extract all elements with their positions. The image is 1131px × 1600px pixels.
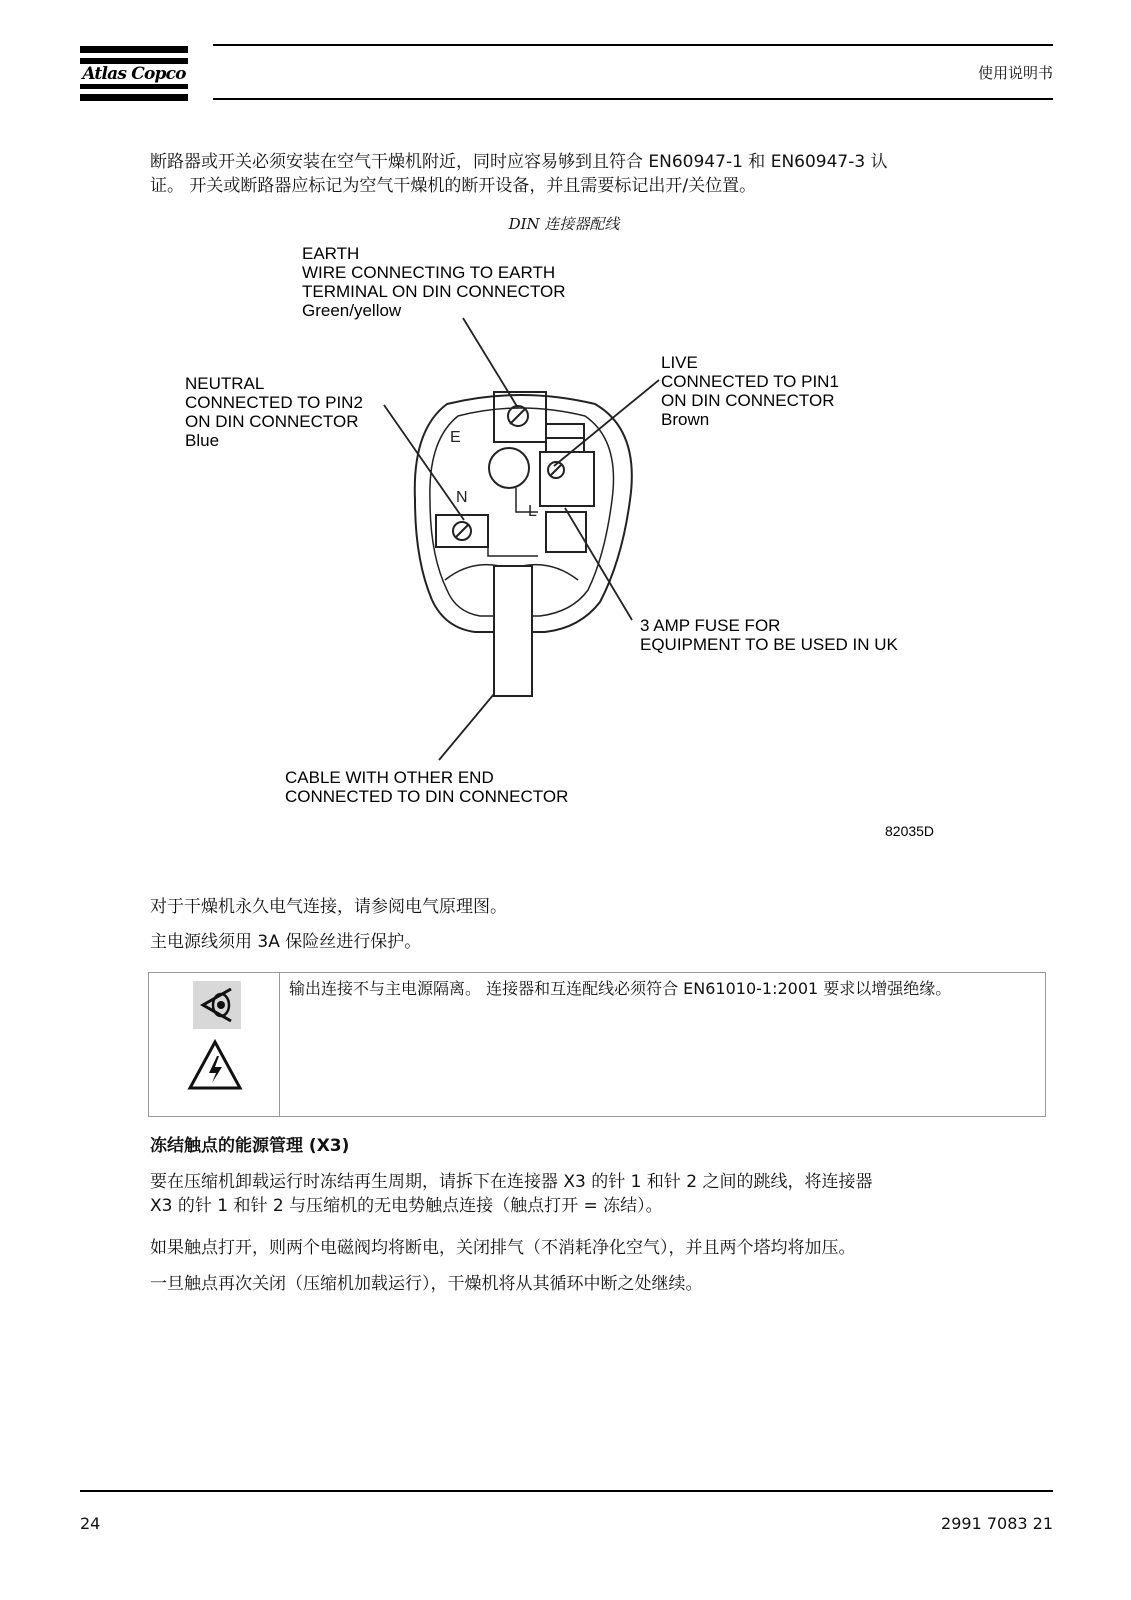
section-paragraph-1: 要在压缩机卸载运行时冻结再生周期，请拆下在连接器 X3 的针 1 和针 2 之间的跳线，将连接器 X3 的针 1 和针 2 与压缩机的无电势触点连接（触点打开 = 冻结）。 [150,1172,873,1216]
earth-leader-line [463,318,518,408]
read-manual-icon [193,981,241,1029]
cable-leader-line [439,694,494,760]
warning-text: 输出连接不与主电源隔离。 连接器和互连配线必须符合 EN61010-1:2001 要求以增强绝缘。 [289,979,952,998]
neutral-screw [453,522,471,540]
channel-1 [516,488,538,512]
atlas-copco-logo [80,46,188,102]
earth-terminal-block [494,392,546,442]
fuse-holder [540,452,594,506]
header-title: 使用说明书 [977,64,1053,82]
cable [494,566,532,696]
terminal-l-label: L [528,503,537,520]
earth-screw [508,406,528,426]
cable-label: CABLE WITH OTHER END CONNECTED TO DIN CONNECTOR [285,768,569,806]
intro-paragraph: 断路器或开关必须安装在空气干燥机附近，同时应容易够到且符合 EN60947-1 和 EN60947-3 认 证。 开关或断路器应标记为空气干燥机的断开设备，并且需要标记出开/关位置。 [150,152,888,196]
fuse-label: 3 AMP FUSE FOR EQUIPMENT TO BE USED IN UK [640,616,898,654]
earth-screw-slot [510,408,526,424]
earth-label: EARTH WIRE CONNECTING TO EARTH TERMINAL ON DIN CONNECTOR Green/yellow [302,244,566,320]
terminal-e-label: E [450,429,461,446]
electrical-hazard-icon [187,1039,243,1091]
header-bottom-rule [213,98,1053,100]
header-top-rule [213,44,1053,46]
warning-divider [279,973,280,1116]
warning-box [148,972,1046,1117]
live-label: LIVE CONNECTED TO PIN1 ON DIN CONNECTOR Brown [661,353,839,429]
live-terminal-top [546,424,584,452]
figure-number: 82035D [885,823,935,839]
section-paragraph-3: 一旦触点再次关闭（压缩机加载运行），干燥机将从其循环中断之处继续。 [150,1274,703,1294]
logo-text: Atlas Copco [80,64,188,84]
page-number: 24 [80,1514,101,1533]
plug-outer-body [415,395,632,632]
cord-grip-left [445,565,500,580]
live-screw-slot [551,465,561,475]
section-paragraph-2: 如果触点打开，则两个电磁阀均将断电，关闭排气（不消耗净化空气），并且两个塔均将加压。 [150,1238,856,1258]
document-number: 2991 7083 21 [941,1514,1053,1533]
fuse-text: 主电源线须用 3A 保险丝进行保护。 [150,932,422,952]
section-heading: 冻结触点的能源管理 (X3) [150,1136,350,1156]
neutral-terminal-block [436,515,488,547]
terminal-n-label: N [456,489,468,506]
figure-caption: DIN 连接器配线 [508,215,620,233]
plug-inner-body [430,408,614,616]
neutral-screw-slot [456,525,468,537]
footer-rule [80,1490,1053,1492]
live-terminal-bottom [546,512,586,552]
central-pin [489,448,529,488]
live-screw [548,462,564,478]
fuse-leader-line [565,508,632,620]
live-leader-line [554,380,659,466]
permanent-connection-text: 对于干燥机永久电气连接，请参阅电气原理图。 [150,897,507,917]
neutral-leader-line [384,405,464,520]
cord-grip-right [522,565,578,580]
neutral-label: NEUTRAL CONNECTED TO PIN2 ON DIN CONNECTOR Blue [185,374,363,450]
channel-2 [488,540,538,556]
